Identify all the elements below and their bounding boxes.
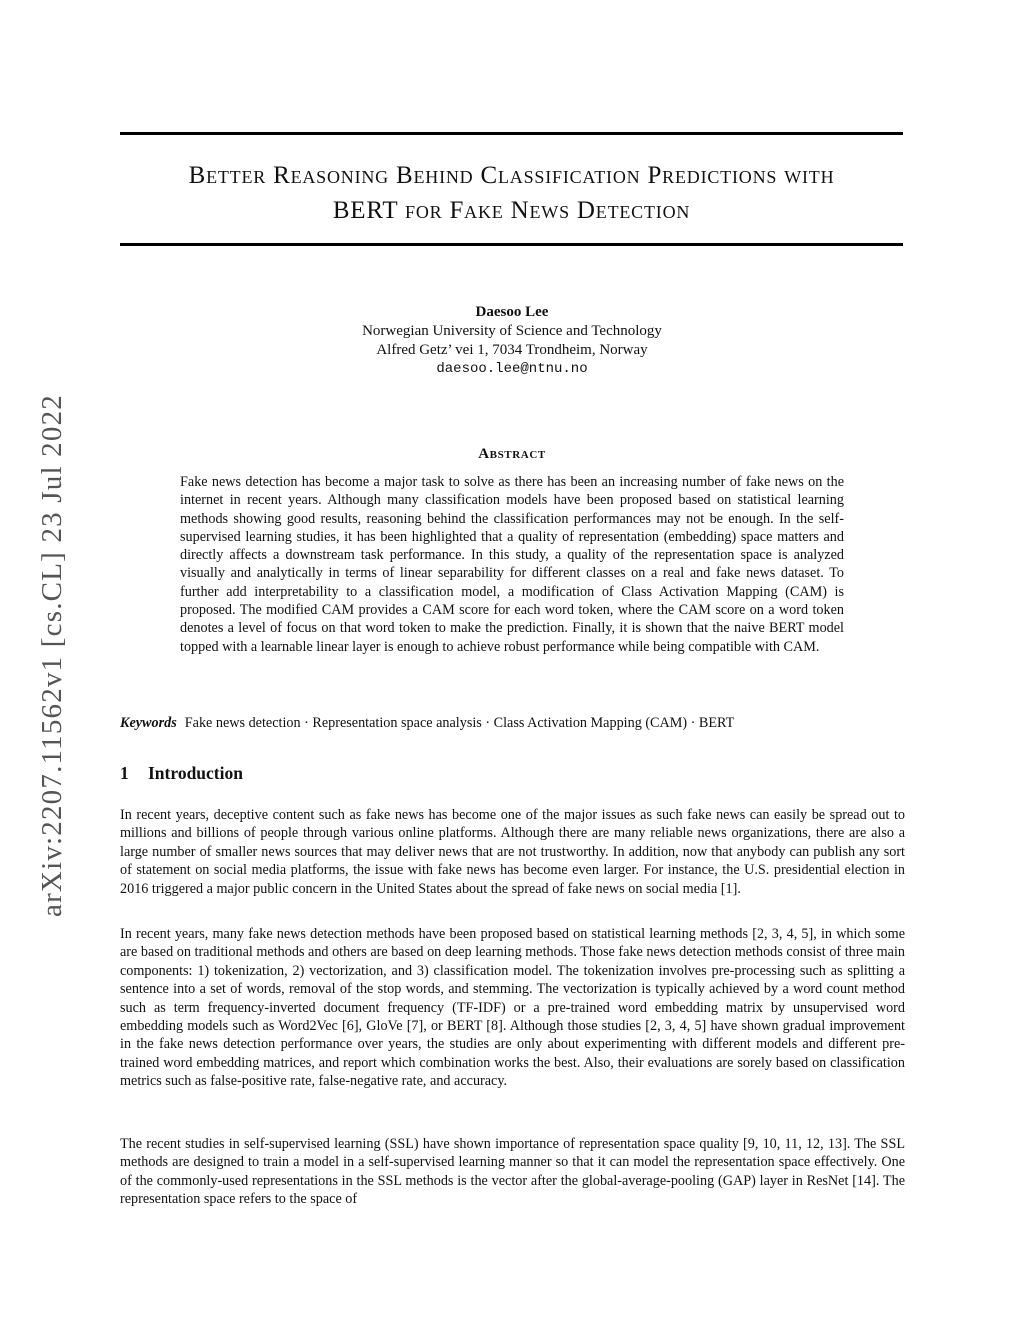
body-paragraph: In recent years, deceptive content such as fake news has become one of the major issues as such fake news can easily be spread out to millions and billions of people through various online platforms. Although there are many reliable news organizations, there are also a large number of smaller news sources that may deliver news that are not trustworthy. In addition, now that anybody can publish any sort of statement on social media platforms, the issue with fake news has become even larger. For instance, the U.S. presidential election in 2016 triggered a major public concern in the United States about the spread of fake news on social media [1]. — [120, 807, 905, 897]
section-number: 1 — [120, 763, 129, 783]
arxiv-identifier-text: arXiv:2207.11562v1 [cs.CL] 23 Jul 2022 — [36, 394, 68, 917]
body-paragraph: The recent studies in self-supervised learning (SSL) have shown importance of representation space quality [9, 10, 11, 12, 13]. The SSL methods are designed to train a model in a self-supervised learning manner so that it can model the representation space effectively. One of the commonly-used representations in the SSL methods is the vector after the global-average-pooling (GAP) layer in ResNet [14]. The representation space refers to the space of — [120, 1136, 905, 1208]
author-email: daesoo.lee@ntnu.no — [436, 361, 588, 377]
section-heading — [120, 763, 243, 784]
keywords-text: Fake news detection · Representation space analysis · Class Activation Mapping (CAM) · BERT — [184, 715, 735, 731]
author-address: Alfred Getz’ vei 1, 7034 Trondheim, Norway — [376, 342, 648, 358]
keywords-label: Keywords — [120, 715, 177, 731]
keywords-line — [120, 714, 903, 733]
author-name: Daesoo Lee — [475, 304, 549, 320]
abstract-text: Fake news detection has become a major task to solve as there has been an increasing number of fake news on the internet in recent years. Although many classification models have been proposed based on statistical learning methods showing good results, reasoning behind the classification performances may not be enough. In the self-supervised learning studies, it has been highlighted that a quality of representation (embedding) space matters and directly affects a downstream task performance. In this study, a quality of the representation space is analyzed visually and analytically in terms of linear separability for different classes on a real and fake news dataset. To further add interpretability to a classification model, a modification of Class Activation Mapping (CAM) is proposed. The modified CAM provides a CAM score for each word token, where the CAM score on a word token denotes a level of focus on that word token to make the prediction. Finally, it is shown that the naive BERT model topped with a learnable linear layer is enough to achieve robust performance while being compatible with CAM. — [180, 474, 844, 655]
author-affiliation: Norwegian University of Science and Technology — [362, 323, 662, 339]
title-top-rule — [120, 132, 903, 135]
abstract-heading: Abstract — [478, 446, 546, 462]
paper-title-line-1: Better Reasoning Behind Classification Predictions with — [188, 162, 835, 189]
section-title: Introduction — [148, 763, 243, 783]
title-bottom-rule — [120, 243, 903, 246]
paper-title — [120, 158, 903, 228]
arxiv-identifier — [30, 368, 74, 943]
author-block — [300, 303, 724, 379]
body-paragraph: In recent years, many fake news detection methods have been proposed based on statistical learning methods [2, 3, 4, 5], in which some are based on traditional methods and others are based on deep learning methods. Those fake news detection methods consist of three main components: 1) tokenization, 2) vectorization, and 3) classification model. The tokenization involves pre-processing such as splitting a sentence into a set of words, removal of the stop words, and stemming. The vectorization is typically achieved by a word count method such as term frequency-inverted document frequency (TF-IDF) or a pre-trained word embedding matrix by unsupervised word embedding models such as Word2Vec [6], GloVe [7], or BERT [8]. Although those studies [2, 3, 4, 5] have shown gradual improvement in the fake news detection performance over years, the studies are only about experimenting with different models and different pre-trained word embedding matrices, and report which combination works the best. Also, their evaluations are sorely based on classification metrics such as false-positive rate, false-negative rate, and accuracy. — [120, 926, 905, 1090]
paper-title-line-2: BERT for Fake News Detection — [332, 197, 691, 224]
